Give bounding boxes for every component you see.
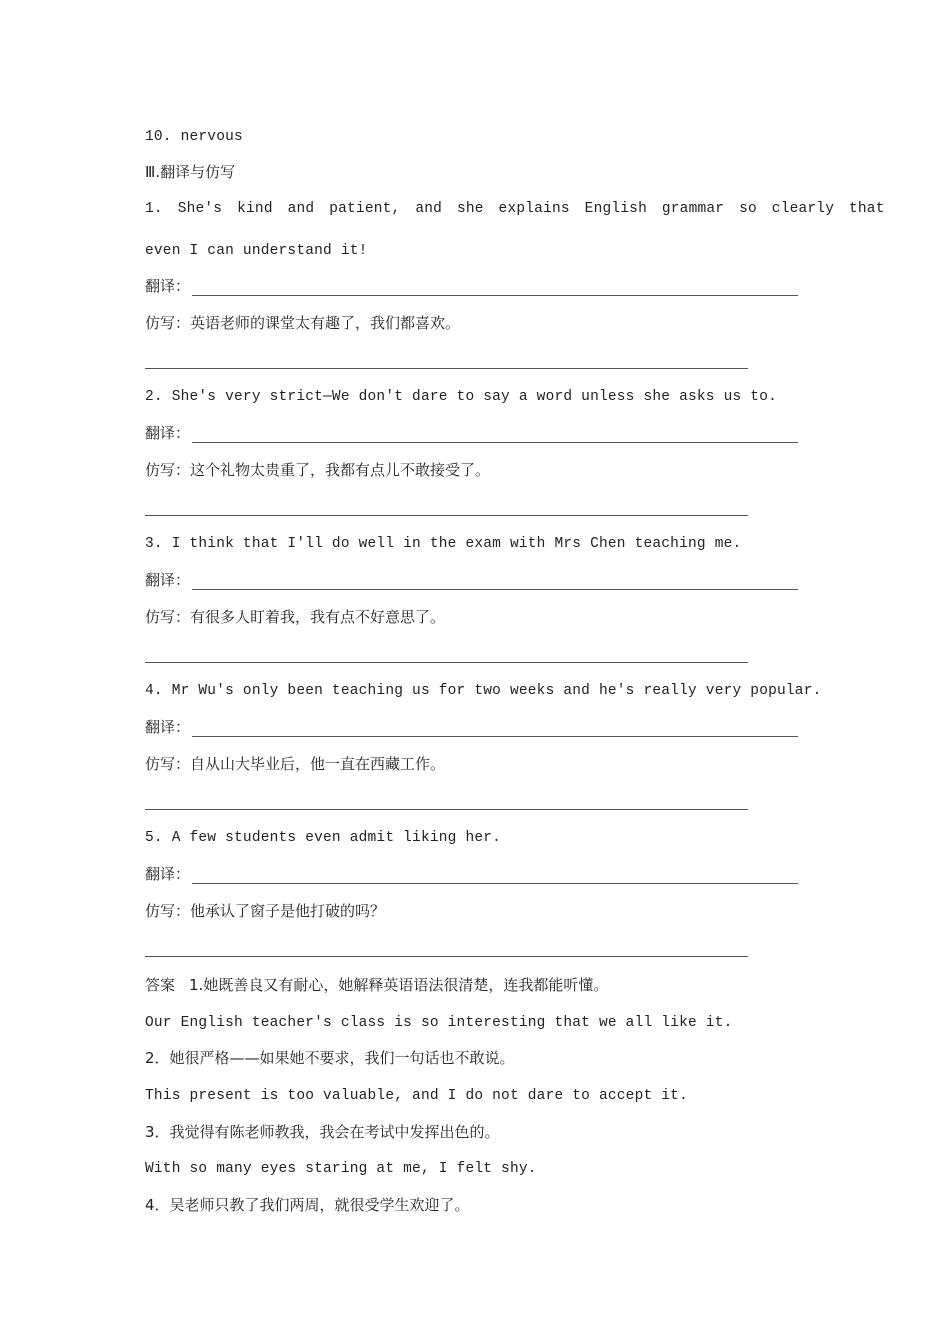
translate-label: 翻译： xyxy=(145,424,191,442)
imitate-label: 仿写： xyxy=(145,902,191,920)
item-5-sentence: 5. A few students even admit liking her. xyxy=(145,830,502,846)
answer-1-imitation: Our English teacher's class is so interesting that we all like it. xyxy=(145,1015,733,1031)
item-3-imitate-prompt: 有很多人盯着我，我有点不好意思了。 xyxy=(190,608,446,626)
item-4-imitate-prompt: 自从山大毕业后，他一直在西藏工作。 xyxy=(190,755,446,773)
item-1-sentence-cont: even I can understand it! xyxy=(145,243,368,259)
item-4-imitate xyxy=(145,754,445,774)
answer-tag: 答案 xyxy=(145,976,176,994)
vocab-item-10: 10. nervous xyxy=(145,129,243,145)
item-5-imitate-blank[interactable] xyxy=(145,956,748,957)
item-1-sentence: 1. She's kind and patient, and she explains English grammar so clearly that xyxy=(145,201,885,217)
item-2-imitate xyxy=(145,460,490,480)
translate-label: 翻译： xyxy=(145,718,191,736)
item-3-sentence: 3. I think that I'll do well in the exam with Mrs Chen teaching me. xyxy=(145,536,742,552)
imitate-label: 仿写： xyxy=(145,314,191,332)
item-2-translate-row xyxy=(145,423,798,443)
item-1-imitate-blank[interactable] xyxy=(145,368,748,369)
item-5-imitate xyxy=(145,901,385,921)
answer-1-translation: 1.她既善良又有耐心，她解释英语语法很清楚，连我都能听懂。 xyxy=(189,976,609,994)
translate-label: 翻译： xyxy=(145,865,191,883)
item-2-imitate-blank[interactable] xyxy=(145,515,748,516)
item-2-translate-blank[interactable] xyxy=(192,426,798,443)
answer-2-imitation: This present is too valuable, and I do not dare to accept it. xyxy=(145,1088,688,1104)
item-3-imitate xyxy=(145,607,445,627)
item-4-translate-blank[interactable] xyxy=(192,720,798,737)
item-3-translate-blank[interactable] xyxy=(192,573,798,590)
section-title: Ⅲ.翻译与仿写 xyxy=(145,163,236,181)
translate-label: 翻译： xyxy=(145,571,191,589)
item-4-translate-row xyxy=(145,717,798,737)
answer-3-imitation: With so many eyes staring at me, I felt shy. xyxy=(145,1161,537,1177)
imitate-label: 仿写： xyxy=(145,755,191,773)
item-3-translate-row xyxy=(145,570,798,590)
item-2-sentence: 2. She's very strict—We don't dare to say a word unless she asks us to. xyxy=(145,389,778,405)
item-5-translate-blank[interactable] xyxy=(192,867,798,884)
item-4-imitate-blank[interactable] xyxy=(145,809,748,810)
item-5-translate-row xyxy=(145,864,798,884)
answer-2-translation: 2．她很严格——如果她不要求，我们一句话也不敢说。 xyxy=(145,1049,515,1067)
item-5-imitate-prompt: 他承认了窗子是他打破的吗？ xyxy=(190,902,386,920)
imitate-label: 仿写： xyxy=(145,608,191,626)
item-3-imitate-blank[interactable] xyxy=(145,662,748,663)
item-1-imitate xyxy=(145,313,460,333)
item-1-translate-blank[interactable] xyxy=(192,279,798,296)
answer-3-translation: 3．我觉得有陈老师教我，我会在考试中发挥出色的。 xyxy=(145,1123,500,1141)
answer-4-translation: 4．吴老师只教了我们两周，就很受学生欢迎了。 xyxy=(145,1196,470,1214)
item-1-imitate-prompt: 英语老师的课堂太有趣了，我们都喜欢。 xyxy=(190,314,461,332)
item-1-translate-row xyxy=(145,276,798,296)
answer-line-1 xyxy=(145,975,608,995)
item-2-imitate-prompt: 这个礼物太贵重了，我都有点儿不敢接受了。 xyxy=(190,461,491,479)
translate-label: 翻译： xyxy=(145,277,191,295)
item-4-sentence: 4. Mr Wu's only been teaching us for two weeks and he's really very popular. xyxy=(145,683,822,699)
imitate-label: 仿写： xyxy=(145,461,191,479)
